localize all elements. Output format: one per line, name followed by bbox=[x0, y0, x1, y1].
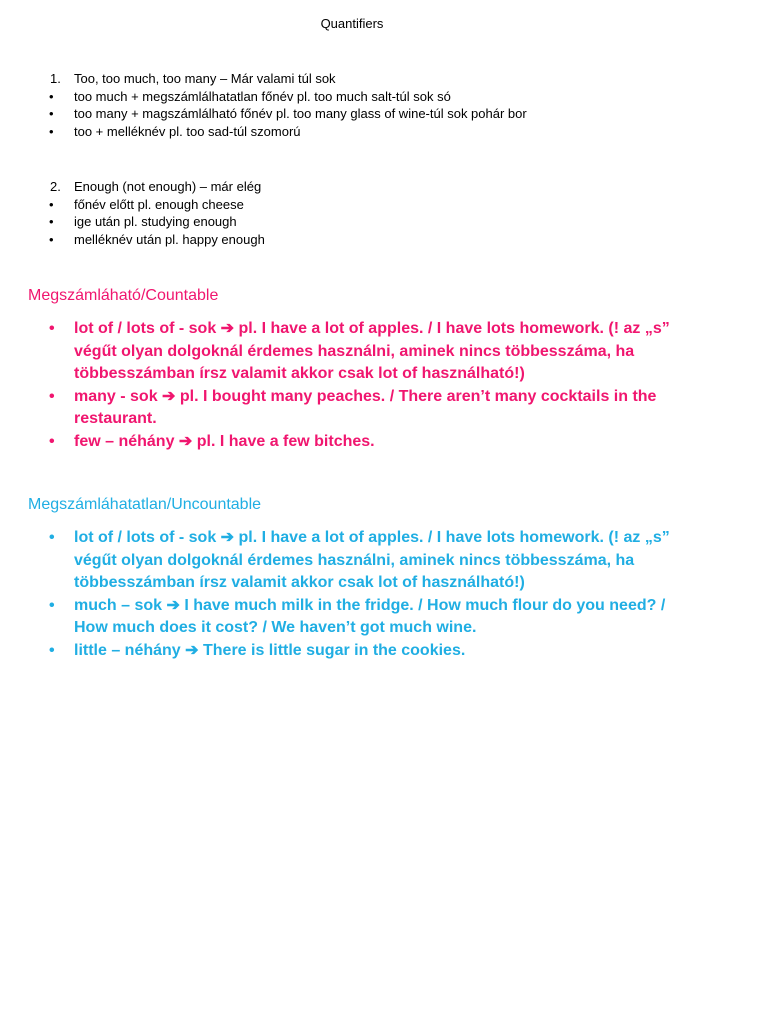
list-number: 2. bbox=[50, 179, 61, 194]
right-arrow-icon: ➔ bbox=[162, 387, 176, 405]
list-number: 1. bbox=[50, 71, 61, 86]
right-arrow-icon: ➔ bbox=[220, 529, 235, 546]
list-item bbox=[0, 213, 768, 231]
list-item bbox=[0, 231, 768, 249]
list-item-text: too + melléknév pl. too sad-túl szomorú bbox=[74, 123, 301, 139]
list-item-text: too much + megszámlálhatatlan főnév pl. too much salt-túl sok só bbox=[74, 88, 451, 104]
right-arrow-icon: ➔ bbox=[166, 596, 180, 614]
item-example: I have much milk in the fridge. / How much flour do you need? / How much does it cost? / We haven’t got much wine. bbox=[74, 596, 666, 637]
section-too bbox=[0, 70, 768, 140]
bullet-icon: • bbox=[49, 231, 54, 247]
uncountable-list bbox=[0, 527, 768, 663]
list-item bbox=[0, 318, 768, 386]
item-example: pl. I have a lot of apples. / I have lots homework. (! az „s” végűt olyan dolgoknál érdemes használni, aminek nincs többesszáma, ha többesszámban írsz valamit akkor csak lot of használható!) bbox=[74, 529, 670, 592]
item-example: pl. I have a lot of apples. / I have lots homework. (! az „s” végűt olyan dolgoknál érdemes használni, aminek nincs többesszáma, ha többesszámban írsz valamit akkor csak lot of használható!) bbox=[74, 320, 670, 383]
list-item-text: melléknév után pl. happy enough bbox=[74, 231, 265, 247]
right-arrow-icon: ➔ bbox=[178, 432, 193, 450]
list-item bbox=[0, 527, 768, 595]
item-term: lot of / lots of - sok bbox=[74, 320, 221, 337]
bullet-icon: • bbox=[49, 641, 55, 659]
list-heading-text: Enough (not enough) – már elég bbox=[74, 179, 262, 194]
item-term: many - sok bbox=[74, 387, 163, 405]
bullet-icon: • bbox=[49, 529, 55, 546]
bullet-icon: • bbox=[49, 196, 54, 212]
list-item bbox=[0, 123, 768, 141]
list-item-text: ige után pl. studying enough bbox=[74, 214, 237, 230]
list-item bbox=[0, 196, 768, 214]
right-arrow-icon: ➔ bbox=[220, 320, 235, 337]
list-item bbox=[0, 105, 768, 123]
item-term: much – sok bbox=[74, 596, 167, 614]
countable-heading: Megszámláható/Countable bbox=[28, 287, 219, 304]
list-heading-text: Too, too much, too many – Már valami túl sok bbox=[74, 71, 336, 86]
item-term: lot of / lots of - sok bbox=[74, 529, 221, 546]
bullet-icon: • bbox=[49, 387, 55, 405]
bullet-icon: • bbox=[49, 432, 55, 450]
countable-list bbox=[0, 318, 768, 454]
list-item bbox=[0, 386, 768, 431]
list-item-text: főnév előtt pl. enough cheese bbox=[74, 196, 244, 212]
section-enough bbox=[0, 178, 768, 248]
bullet-icon: • bbox=[49, 214, 54, 230]
item-example: pl. I have a few bitches. bbox=[192, 432, 375, 450]
list-item-text: too many + magszámlálható főnév pl. too many glass of wine-túl sok pohár bor bbox=[74, 106, 527, 122]
right-arrow-icon: ➔ bbox=[185, 641, 199, 659]
item-term: few – néhány bbox=[74, 432, 179, 450]
item-example: There is little sugar in the cookies. bbox=[198, 641, 466, 659]
list-item bbox=[0, 640, 768, 663]
bullet-icon: • bbox=[49, 320, 55, 337]
list-item bbox=[0, 431, 768, 454]
bullet-icon: • bbox=[49, 106, 54, 122]
list-item bbox=[0, 595, 768, 640]
bullet-icon: • bbox=[49, 123, 54, 139]
page-title: Quantifiers bbox=[320, 16, 384, 31]
item-term: little – néhány bbox=[74, 641, 186, 659]
bullet-icon: • bbox=[49, 88, 54, 104]
numbered-heading bbox=[0, 70, 768, 88]
numbered-heading bbox=[0, 178, 768, 196]
uncountable-heading: Megszámláhatatlan/Uncountable bbox=[28, 496, 262, 513]
bullet-icon: • bbox=[49, 596, 55, 614]
list-item bbox=[0, 88, 768, 106]
item-example: pl. I bought many peaches. / There aren’t many cocktails in the restaurant. bbox=[74, 387, 657, 428]
